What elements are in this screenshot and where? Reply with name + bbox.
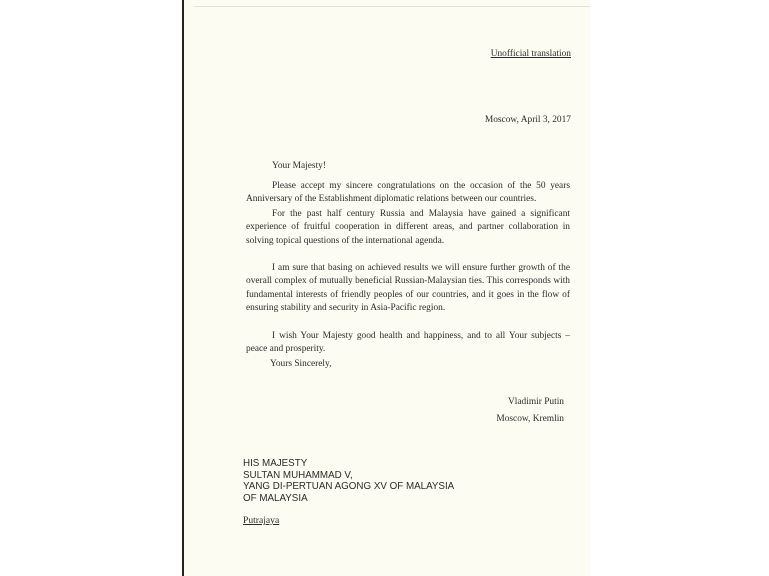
addressee-block [243, 458, 454, 504]
addressee-line: OF MALAYSIA [243, 492, 308, 504]
translation-note: Unofficial translation [490, 49, 571, 59]
addressee-city: Putrajaya [243, 515, 280, 526]
letter-paragraph-1: Please accept my sincere congratulations on the occasion of the 50 years Anniversary of the Establishment diplomatic relations between our countries. [246, 181, 570, 205]
salutation: Your Majesty! [272, 161, 326, 171]
addressee-line: SULTAN MUHAMMAD V, [243, 469, 353, 481]
page-top-edge [194, 6, 590, 7]
closing: Yours Sincerely, [270, 359, 332, 369]
date-line: Moscow, April 3, 2017 [484, 115, 571, 125]
letter-paragraph-3: I am sure that basing on achieved results we will ensure further growth of the overall complex of mutually beneficial Russian-Malaysian ties. This corresponds with fundamental interests of friendly peoples of our countries, and it goes in the flow of ensuring stability and security in Asia-Pacific region. [246, 263, 570, 314]
addressee-line: HIS MAJESTY [243, 458, 308, 469]
signature-name: Vladimir Putin [508, 397, 564, 407]
signature-place: Moscow, Kremlin [496, 414, 564, 424]
letter-page [182, 0, 590, 576]
letter-paragraph-2: For the past half century Russia and Malaysia have gained a significant experience of fruitful cooperation in different areas, and partner collaboration in solving topical questions of the international agenda. [246, 209, 570, 246]
addressee-line: YANG DI-PERTUAN AGONG XV OF MALAYSIA [243, 481, 455, 493]
letter-paragraph-4: I wish Your Majesty good health and happiness, and to all Your subjects – peace and prosperity. [246, 331, 570, 355]
